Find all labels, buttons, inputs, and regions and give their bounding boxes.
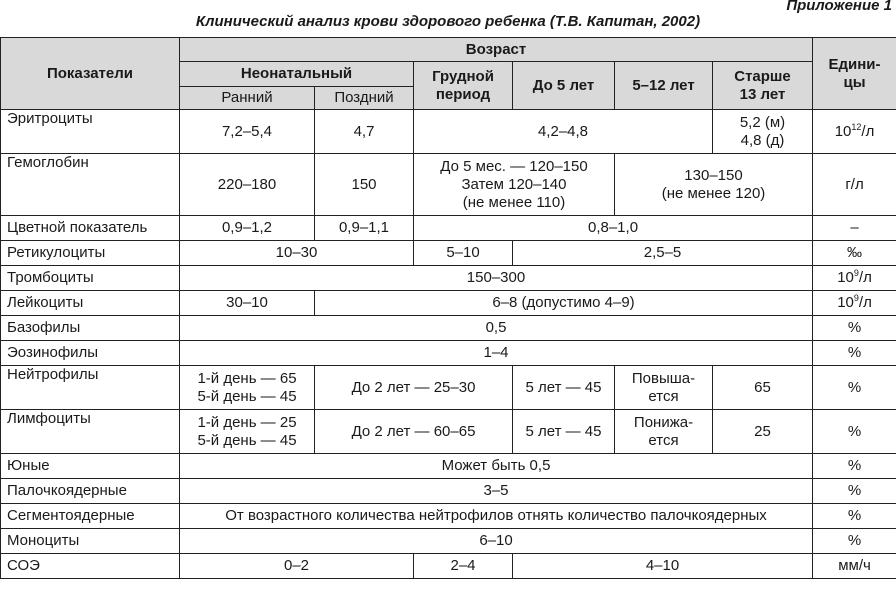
header-early: Ранний [180,87,315,110]
unit-cell: % [813,410,896,454]
table-row [1,216,896,241]
cell: Повыша- ется [615,366,713,410]
cell: 1-й день — 65 5-й день — 45 [180,366,315,410]
cell: 25 [713,410,813,454]
cell: 0,5 [180,316,813,341]
table-row [1,241,896,266]
cell: От возрастного количества нейтрофилов отнять количество палочкоядерных [180,504,813,529]
table-row [1,554,896,579]
cell: Понижа- ется [615,410,713,454]
row-name: Ретикулоциты [1,241,180,266]
document-title: Клинический анализ крови здорового ребенка (Т.В. Капитан, 2002) [195,13,701,30]
cell: 0–2 [180,554,414,579]
unit-cell: $10^9/л$ [813,266,896,291]
cell: 4,2–4,8 [414,110,713,154]
table-row [1,504,896,529]
table-row [1,479,896,504]
table-row [1,266,896,291]
row-name: Нейтрофилы [1,366,180,410]
unit-cell: $10^{12}/л$ [813,110,896,154]
row-name: Палочкоядерные [1,479,180,504]
table-row [1,529,896,554]
unit-cell: мм/ч [813,554,896,579]
cell: 0,9–1,1 [315,216,414,241]
header-age: Возраст [180,38,813,62]
cell: 1–4 [180,341,813,366]
unit-cell: % [813,341,896,366]
cell: 5 лет — 45 [513,410,615,454]
row-name: Базофилы [1,316,180,341]
unit-cell: % [813,454,896,479]
cell: 3–5 [180,479,813,504]
row-name: Гемоглобин [1,154,180,216]
header-indicators: Показатели [1,38,180,110]
unit-cell: ‰ [813,241,896,266]
cell: 5 лет — 45 [513,366,615,410]
cell: 130–150 (не менее 120) [615,154,813,216]
table-row [1,316,896,341]
unit-cell: % [813,504,896,529]
row-name: Лимфоциты [1,410,180,454]
cell: 220–180 [180,154,315,216]
header-late: Поздний [315,87,414,110]
cell: 10–30 [180,241,414,266]
row-name: Тромбоциты [1,266,180,291]
table-row [1,341,896,366]
cell: 4,7 [315,110,414,154]
header-over13: Старше 13 лет [713,62,813,110]
unit-cell: % [813,316,896,341]
cell: 0,9–1,2 [180,216,315,241]
row-name: Эритроциты [1,110,180,154]
cell: До 2 лет — 25–30 [315,366,513,410]
cell: 5–10 [414,241,513,266]
row-name: Цветной показатель [1,216,180,241]
row-name: Юные [1,454,180,479]
cell: 5,2 (м) 4,8 (д) [713,110,813,154]
cell: 2–4 [414,554,513,579]
table-row [1,291,896,316]
cell: 7,2–5,4 [180,110,315,154]
cell: 65 [713,366,813,410]
unit-cell: % [813,479,896,504]
table-row [1,110,896,154]
table-row [1,410,896,454]
table-row [1,154,896,216]
header-units: Едини- цы [813,38,896,110]
table-row [1,366,896,410]
cell: 0,8–1,0 [414,216,813,241]
cell: 1-й день — 25 5-й день — 45 [180,410,315,454]
unit-cell: % [813,366,896,410]
appendix-label: Приложение 1 [786,0,892,14]
unit-cell: – [813,216,896,241]
cell: 6–10 [180,529,813,554]
row-name: Эозинофилы [1,341,180,366]
unit-cell: $10^9/л$ [813,291,896,316]
header-infancy: Грудной период [414,62,513,110]
header-age5-12: 5–12 лет [615,62,713,110]
cell: До 2 лет — 60–65 [315,410,513,454]
unit-cell: г/л [813,154,896,216]
cell: Может быть 0,5 [180,454,813,479]
row-name: Сегментоядерные [1,504,180,529]
cell: 150 [315,154,414,216]
cell: До 5 мес. — 120–150 Затем 120–140 (не менее 110) [414,154,615,216]
header-neonatal: Неонатальный [180,62,414,87]
unit-cell: % [813,529,896,554]
row-name: СОЭ [1,554,180,579]
cell: 6–8 (допустимо 4–9) [315,291,813,316]
cell: 2,5–5 [513,241,813,266]
table-row [1,454,896,479]
header-under5: До 5 лет [513,62,615,110]
cell: 150–300 [180,266,813,291]
cell: 30–10 [180,291,315,316]
blood-analysis-table [0,37,896,579]
row-name: Лейкоциты [1,291,180,316]
cell: 4–10 [513,554,813,579]
row-name: Моноциты [1,529,180,554]
